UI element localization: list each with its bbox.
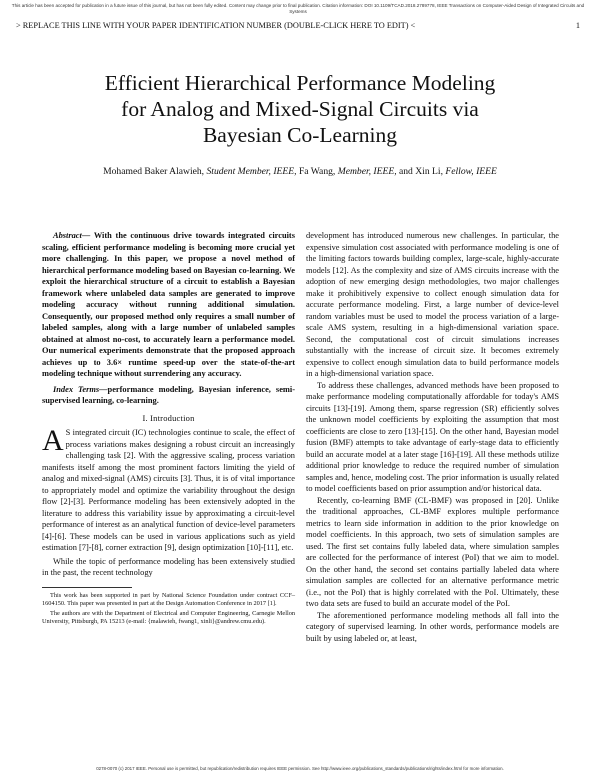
title-line: Bayesian Co-Learning [202, 123, 398, 147]
copyright-notice: 0278-0070 (c) 2017 IEEE. Personal use is permitted, but republication/redistribution requires IEEE permission. See http://www.ieee.org/publications_standards/publications/rights/index.html for more information. [96, 766, 504, 771]
page-number: 1 [575, 21, 580, 30]
paper-title [0, 70, 600, 148]
footnote-funding: This work has been supported in part by National Science Foundation under contract CCF–1604150. This paper was presented in part at the Design Automation Conference in 2017 [1]. [42, 591, 295, 607]
index-terms-label: Index Terms [53, 384, 100, 394]
footnote-affiliation: The authors are with the Department of Electrical and Computer Engineering, Carnegie Mellon University, Pittsburgh, PA 15213 (e-mail: {malawieh, fwang1, xinli}@andrew.cmu.edu). [42, 609, 295, 625]
page-header [16, 21, 580, 30]
left-column [42, 230, 295, 628]
abstract-text: With the continuous drive towards integrated circuits scaling, efficient performance modeling is becoming more crucial yet more challenging. In this paper, we propose a novel method of hierarchical performance modeling based on Bayesian co-learning. We exploit the hierarchical structure of a circuit to establish a Bayesian framework where unlabeled data samples are generated to improve modeling accuracy without running additional simulation. Consequently, our proposed method only requires a small number of labeled samples, along with a large number of unlabeled samples obtained at almost no-cost, to accurately learn a performance model. Our numerical experiments demonstrate that the proposed approach achieves up to 3.6× runtime speed-up over the state-of-the-art modeling technique without surrendering any accuracy. [42, 231, 295, 378]
author-name: and Xin Li, [399, 166, 443, 177]
section-heading: I. Introduction [142, 412, 195, 423]
body-paragraph: development has introduced numerous new challenges. In particular, the expensive simulation cost associated with performance modeling is one of the limiting factors towards building complex, large-scale, highly-accurate models [12]. As the complexity and size of AMS circuits increase with the adoption of new emerging design methodologies, two major challenges make it prohibitively expensive to collect enough simulation data for accurate performance modeling. First, a large number of device-level random variables must be used to model the process variation of a large-scale AMS system, resulting in a high-dimensional variation space. Second, the computational cost of circuit simulations increases substantially with the increase of circuit size. It becomes extremely expensive to collect enough simulation data to build performance models in a high-dimensional variation space. [306, 231, 559, 378]
author-role: Student Member, IEEE, [206, 166, 297, 177]
index-terms-text: —performance modeling, Bayesian inference, semi-supervised learning, co-learning. [42, 384, 296, 405]
author-list [40, 165, 560, 178]
right-column [306, 230, 559, 644]
author-role: Fellow, IEEE [445, 166, 497, 177]
abstract [42, 230, 295, 380]
title-line: for Analog and Mixed-Signal Circuits via [121, 97, 479, 121]
index-terms [42, 384, 295, 407]
title-line: Efficient Hierarchical Performance Modeling [104, 71, 496, 95]
body-paragraph: The aforementioned performance modeling methods all fall into the category of supervised learning. In other words, performance models are built by using labeled or, at least, [306, 610, 559, 643]
paper-id-placeholder[interactable]: > REPLACE THIS LINE WITH YOUR PAPER IDENTIFICATION NUMBER (DOUBLE-CLICK HERE TO EDIT) < [16, 21, 416, 30]
intro-paragraph-2: While the topic of performance modeling has been extensively studied in the past, the recent technology [42, 556, 295, 577]
footnote-divider [42, 587, 132, 588]
author-name: Mohamed Baker Alawieh, [103, 166, 205, 177]
intro-paragraph-1 [42, 424, 295, 554]
footnotes [42, 592, 295, 626]
intro-paragraph-1-text: S integrated circuit (IC) technologies continue to scale, the effect of process variations makes designing a robust circuit an increasingly challenging task [2]. With the aggressive scaling, process variation manifests itself among the most prominent factors limiting the yield of analog and mixed-signal (AMS) circuits [3]. Thus, it is of vital importance to appropriately model and optimize the variability throughout the design flow [2]-[3]. Performance modeling has been extensively adopted in the literature to address this variability issue by approximating a circuit-level performance of interest as an analytical function of device-level parameters [4]-[6]. These models can be used in various applications such as yield estimation [7]-[8], corner extraction [9], design optimization [10]-[11], etc. [42, 428, 295, 552]
body-paragraph: Recently, co-learning BMF (CL-BMF) was proposed in [20]. Unlike the traditional approaches, CL-BMF explores multiple performance metrics to learn side information in addition to the prior knowledge on model coefficients. In this approach, two sets of simulation samples are used. The first set contains fully labeled data, where simulation samples are collected for the performance of interest (PoI) that we aim to model. On the other hand, the second set contains partially labeled data where simulation samples are collected for an alternative performance metric (i.e., not the PoI) that is highly correlated with the PoI. Ultimately, these two data sets are fused to build an accurate model of the PoI. [306, 495, 559, 608]
author-role: Member, IEEE, [337, 166, 397, 177]
publication-notice: This article has been accepted for publication in a future issue of this journal, but has not been fully edited. Content may change prior to final publication. Citation information: DOI 10.1109/TCAD.2018.2789778, IEEE Transactions on Computer-Aided Design of Integrated Circuits and Systems [11, 3, 585, 14]
body-paragraph: To address these challenges, advanced methods have been proposed to make performance modeling computationally affordable for today's AMS circuits [13]-[19]. Among them, sparse regression (SR) efficiently solves the unknown model coefficients by exploiting the assumption that most coefficients are close to zero [13]-[15]. On the other hand, Bayesian model fusion (BMF) attempts to take advantage of early-stage data to efficiently build an accurate model at a later stage [16]-[19]. All these methods utilize additional prior knowledge to reduce the required number of simulation samples and, hence, modeling cost. The prior information is usually related to model coefficients based on prior assumption and/or historical data. [306, 380, 559, 493]
drop-cap: A [42, 424, 64, 457]
author-name: Fa Wang, [298, 166, 336, 177]
abstract-label: Abstract— [53, 231, 91, 240]
